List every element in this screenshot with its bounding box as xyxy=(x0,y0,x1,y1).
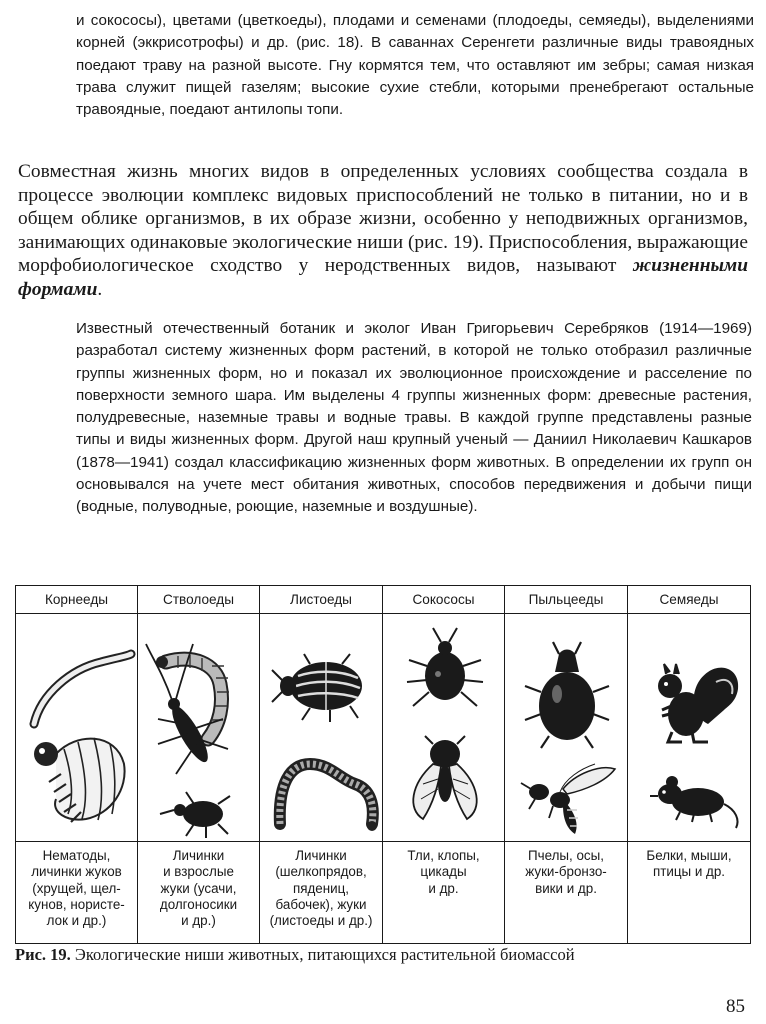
grub-larva-icon xyxy=(34,738,125,822)
desc-pollen-eaters xyxy=(505,842,628,944)
header-stem-eaters: Стволоеды xyxy=(138,586,260,614)
desc-line: птицы и др. xyxy=(652,864,726,880)
caption-label: Рис. 19. xyxy=(15,945,71,964)
desc-line: Тли, клопы, xyxy=(407,848,480,863)
desc-line: долгоносики xyxy=(159,896,238,912)
desc-line: личинки жуков xyxy=(31,864,122,880)
desc-line: (шелкопрядов, xyxy=(275,864,367,880)
header-leaf-eaters: Листоеды xyxy=(260,586,383,614)
desc-line: и взрослые xyxy=(163,864,234,880)
desc-line: жуки (усачи, xyxy=(160,880,237,896)
desc-line: Личинки xyxy=(172,848,225,863)
desc-leaf-eaters xyxy=(260,842,383,944)
paragraph-life-forms-end: . xyxy=(97,278,103,300)
bug-icon xyxy=(407,628,483,706)
paragraph-serebryakov: Известный отечественный ботаник и эколог Иван Григорьевич Серебряков (1914—1969) разработал систему жизненных форм растений, в которой не только отобразил различные группы жизненных форм, но и показал их эволюционное происхождение и расселение по поверхности земного шара. Им выделены 4 группы жизненных форм: древесные растения, полудревесные, наземные травы и водные травы. В каждой группе представлены разные типы и виды жизненных форм. Другой наш крупный ученый — Даниил Николаевич Кашкаров (1878—1941) создал классификацию жизненных форм животных. В определении их групп он основывался на учете мест обитания животных, способов передвижения и добычи пищи (водные, полуводные, роющие, наземные и воздушные). xyxy=(76,320,752,516)
squirrel-icon xyxy=(658,664,738,742)
pic-stem-eaters xyxy=(138,614,260,842)
pic-sap-suckers xyxy=(383,614,505,842)
desc-root-eaters xyxy=(16,842,138,944)
desc-line: цикады xyxy=(420,864,467,880)
desc-line: бабочек), жуки xyxy=(275,896,367,912)
desc-line: пядениц, xyxy=(292,880,350,896)
desc-line: Личинки xyxy=(295,848,347,863)
pic-seed-eaters xyxy=(628,614,751,842)
desc-line: Пчелы, осы, xyxy=(528,848,604,863)
cicada-icon xyxy=(413,736,476,819)
desc-stem-eaters xyxy=(138,842,260,944)
desc-line: (хрущей, щел- xyxy=(32,880,121,896)
rose-chafer-icon xyxy=(525,642,609,748)
header-sap-suckers: Сокососы xyxy=(383,586,505,614)
figure-caption xyxy=(15,945,575,965)
ecological-niches-figure xyxy=(15,585,751,944)
header-root-eaters: Корнееды xyxy=(16,586,138,614)
caterpillar-icon xyxy=(280,764,377,831)
pic-pollen-eaters xyxy=(505,614,628,842)
desc-line: и др. xyxy=(428,880,459,896)
wasp-icon xyxy=(521,764,615,834)
paragraph-life-forms-text: Совместная жизнь многих видов в определенных условиях сообщества создала в процессе эволюции комплекс видовых приспособлений не только в питании, но и в общем облике организмов, в их образе жизни, особенно у неподвижных организмов, занимающих одинаковые экологические ниши (рис. 19). Приспособления, выражающие морфобиологическое сходство у неродственных видов, называют xyxy=(18,161,748,277)
desc-line: кунов, нористе- xyxy=(28,896,125,912)
desc-line: Нематоды, xyxy=(42,848,111,863)
figure-image-row xyxy=(16,614,751,842)
page-number: 85 xyxy=(726,996,745,1017)
desc-line: жуки-бронзо- xyxy=(525,864,607,880)
desc-line: (листоеды и др.) xyxy=(269,913,373,929)
caption-text: Экологические ниши животных, питающихся растительной биомассой xyxy=(70,945,575,964)
desc-line: Белки, мыши, xyxy=(646,848,732,863)
figure-description-row xyxy=(16,842,751,944)
pic-leaf-eaters xyxy=(260,614,383,842)
leaf-beetle-icon xyxy=(272,654,362,722)
term-life-forms: жизненными формами xyxy=(18,255,748,300)
header-pollen-eaters: Пыльцееды xyxy=(505,586,628,614)
paragraph-life-forms xyxy=(18,160,748,302)
paragraph-savanna: и сокососы), цветами (цветкоеды), плодами и семенами (плодоеды, семяеды), выделениями корней (эккрисотрофы) и др. (рис. 18). В саваннах Серенгети различные виды травоядных поедают траву на разной высоте. Гну кормятся тем, что оставляют им зебры; самая низкая трава служит пищей газелям; высокие сухие стебли, которыми пренебрегают остальные травоядные, поедают антилопы топи. xyxy=(76,12,754,119)
desc-sap-suckers xyxy=(383,842,505,944)
desc-line: и др.) xyxy=(181,913,216,929)
nematode-icon xyxy=(34,654,131,724)
desc-line: лок и др.) xyxy=(46,913,107,929)
desc-seed-eaters xyxy=(628,842,751,944)
header-seed-eaters: Семяеды xyxy=(628,586,751,614)
weevil-icon xyxy=(160,792,230,838)
desc-line: вики и др. xyxy=(535,880,597,896)
pic-root-eaters xyxy=(16,614,138,842)
mouse-icon xyxy=(650,776,738,828)
figure-header-row xyxy=(16,586,751,614)
